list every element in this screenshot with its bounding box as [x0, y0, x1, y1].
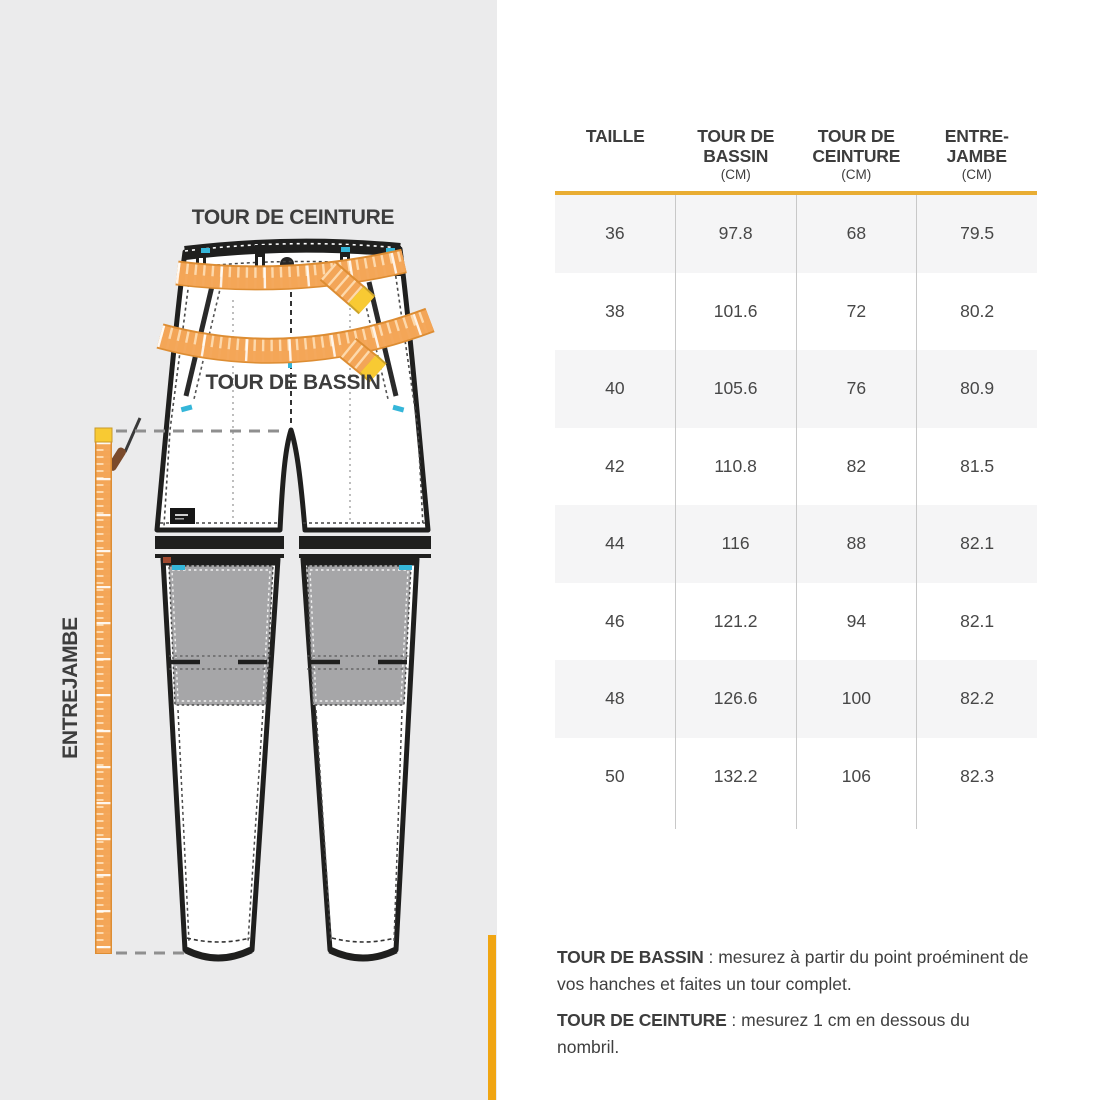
entrejambe-cell: 80.2: [916, 273, 1037, 351]
ceinture-cell: 76: [796, 350, 917, 428]
red-accent: [163, 557, 171, 563]
table-row: [555, 195, 1037, 273]
side-accent-bar: [488, 935, 496, 1100]
column-header-tour-de-bassin: TOUR DE BASSIN (CM): [697, 126, 775, 182]
size-cell: 50: [605, 765, 625, 786]
brand-tag: [170, 508, 195, 524]
entrejambe-cell: 82.1: [916, 583, 1037, 661]
ceinture-cell: 72: [796, 273, 917, 351]
tape-yellow-cap: [95, 428, 112, 442]
size-cell: 38: [605, 300, 625, 321]
convertible-pants-technical-drawing: [0, 0, 497, 1100]
bassin-cell: 121.2: [675, 583, 796, 661]
table-row: [555, 350, 1037, 428]
label-tour-de-ceinture: TOUR DE CEINTURE: [191, 206, 395, 229]
size-table: [555, 126, 1037, 829]
bassin-cell: 132.2: [675, 738, 796, 816]
pants-diagram-panel: [0, 0, 497, 1100]
column-header-entre-jambe: ENTRE- JAMBE (CM): [944, 126, 1009, 182]
bassin-cell: 97.8: [675, 195, 796, 273]
table-separator-stub: [555, 815, 1037, 829]
knee-panel: [169, 566, 273, 705]
column-header-taille: TAILLE: [585, 126, 645, 146]
label-entrejambe: ENTREJAMBE: [59, 617, 82, 759]
note-text: : mesurez à partir du point proéminent de vos hanches et faites un tour complet.: [557, 947, 1029, 994]
zip-off-lower-legs: [163, 557, 417, 959]
table-row: [555, 738, 1037, 816]
measurement-notes: [557, 944, 1029, 1070]
tape-entrejambe: [95, 428, 112, 954]
note-tour-de-ceinture: [557, 1007, 1029, 1061]
tape-yellow-tip: [356, 295, 367, 305]
bassin-cell: 126.6: [675, 660, 796, 738]
bassin-cell: 101.6: [675, 273, 796, 351]
label-tour-de-bassin: TOUR DE BASSIN: [205, 371, 381, 394]
shorts-body: [106, 244, 431, 556]
ceinture-cell: 100: [796, 660, 917, 738]
ceinture-cell: 94: [796, 583, 917, 661]
ceinture-cell: 68: [796, 195, 917, 273]
bassin-cell: 105.6: [675, 350, 796, 428]
size-cell: 44: [605, 533, 625, 554]
note-tour-de-bassin: [557, 944, 1029, 998]
table-row: [555, 505, 1037, 583]
table-row: [555, 583, 1037, 661]
entrejambe-cell: 80.9: [916, 350, 1037, 428]
note-label: TOUR DE BASSIN: [557, 947, 704, 967]
size-cell: 46: [605, 610, 625, 631]
table-row: [555, 273, 1037, 351]
bassin-cell: 116: [675, 505, 796, 583]
ceinture-cell: 106: [796, 738, 917, 816]
entrejambe-cell: 81.5: [916, 428, 1037, 506]
note-label: TOUR DE CEINTURE: [557, 1010, 727, 1030]
size-cell: 36: [605, 223, 625, 244]
knee-panel: [307, 566, 411, 705]
ceinture-cell: 88: [796, 505, 917, 583]
note-text: : mesurez 1 cm en dessous du nombril.: [557, 1010, 970, 1057]
size-cell: 40: [605, 378, 625, 399]
table-row: [555, 660, 1037, 738]
ceinture-cell: 82: [796, 428, 917, 506]
entrejambe-cell: 82.1: [916, 505, 1037, 583]
size-cell: 48: [605, 688, 625, 709]
entrejambe-cell: 79.5: [916, 195, 1037, 273]
table-row: [555, 428, 1037, 506]
entrejambe-cell: 82.2: [916, 660, 1037, 738]
bassin-cell: 110.8: [675, 428, 796, 506]
size-cell: 42: [605, 455, 625, 476]
table-header-row: [555, 126, 1037, 195]
column-header-tour-de-ceinture: TOUR DE CEINTURE (CM): [812, 126, 901, 182]
waistband: [185, 246, 400, 253]
entrejambe-cell: 82.3: [916, 738, 1037, 816]
